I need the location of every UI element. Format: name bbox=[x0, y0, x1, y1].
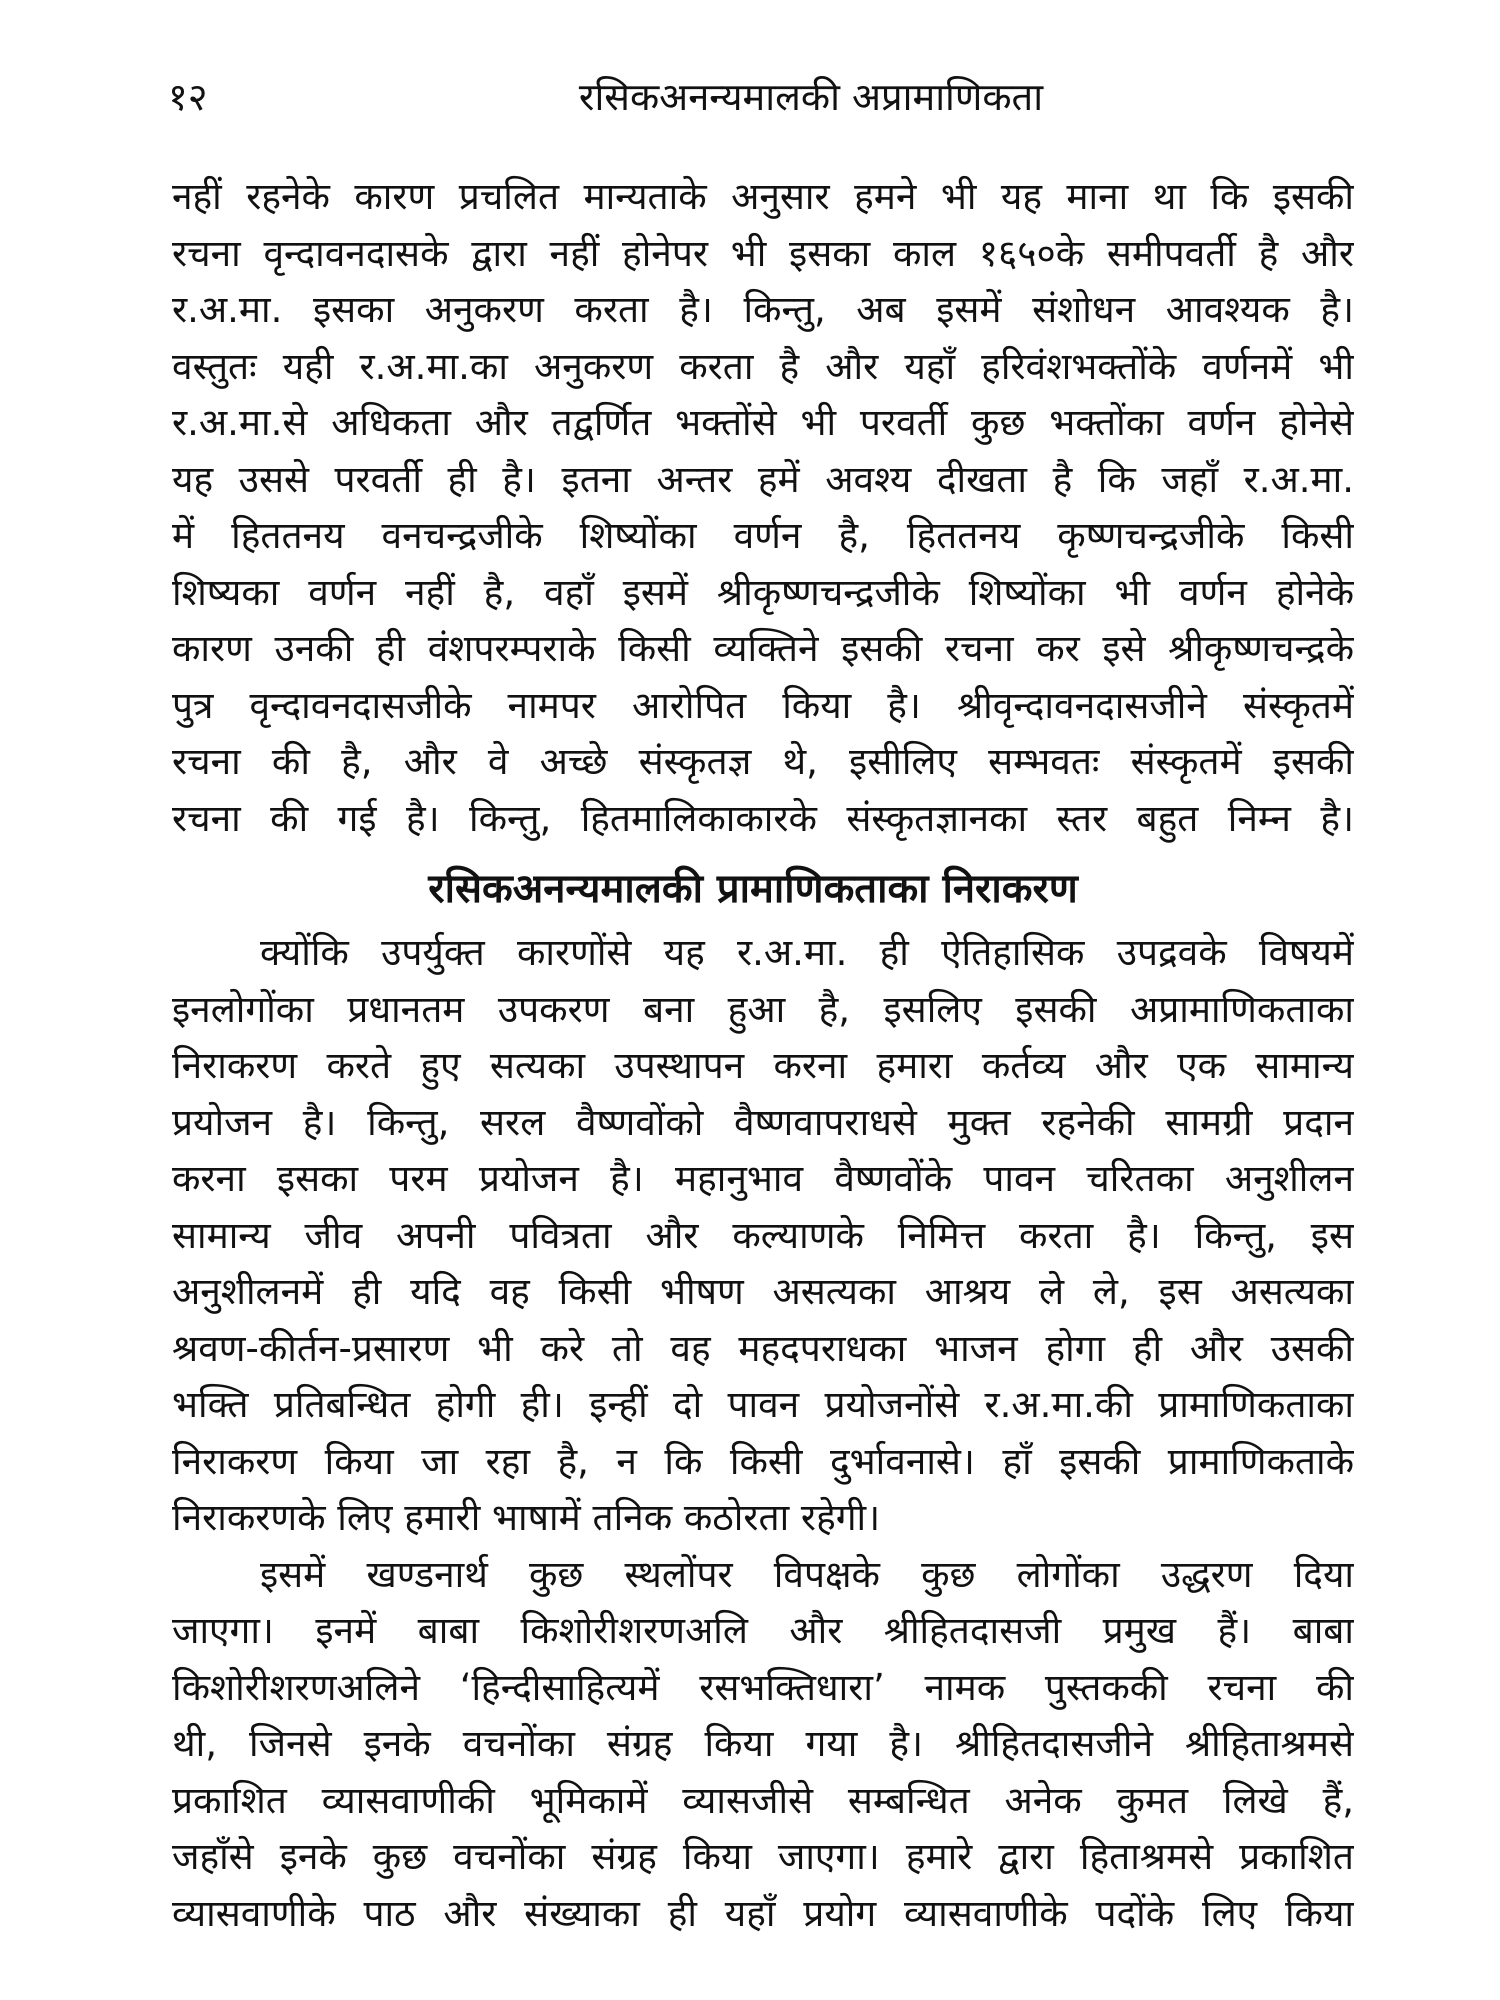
text-line: रचना वृन्दावनदासके द्वारा नहीं होनेपर भी इसका काल १६५०के समीपवर्ती है और bbox=[172, 231, 1354, 275]
text-line: सामान्य जीव अपनी पवित्रता और कल्याणके निमित्त करता है। किन्तु, इस bbox=[172, 1213, 1354, 1257]
running-title: रसिकअनन्यमालकी अप्रामाणिकता bbox=[578, 75, 1044, 119]
text-line: शिष्यका वर्णन नहीं है, वहाँ इसमें श्रीकृष्णचन्द्रजीके शिष्योंका भी वर्णन होनेके bbox=[172, 570, 1354, 614]
text-line: थी, जिनसे इनके वचनोंका संग्रह किया गया है। श्रीहितदासजीने श्रीहिताश्रमसे bbox=[172, 1722, 1354, 1765]
text-line: कारण उनकी ही वंशपरम्पराके किसी व्यक्तिने इसकी रचना कर इसे श्रीकृष्णचन्द्रके bbox=[172, 627, 1354, 670]
text-line: किशोरीशरणअलिने ‘हिन्दीसाहित्यमें रसभक्तिधारा’ नामक पुस्तककी रचना की bbox=[172, 1665, 1354, 1709]
text-line: वस्तुतः यही र.अ.मा.का अनुकरण करता है और यहाँ हरिवंशभक्तोंके वर्णनमें भी bbox=[172, 344, 1354, 388]
text-line: इसमें खण्डनार्थ कुछ स्थलोंपर विपक्षके कुछ लोगोंका उद्धरण दिया bbox=[260, 1552, 1354, 1596]
text-line: निराकरणके लिए हमारी भाषामें तनिक कठोरता रहेगी। bbox=[172, 1496, 881, 1539]
text-line: श्रवण-कीर्तन-प्रसारण भी करे तो वह महदपराधका भाजन होगा ही और उसकी bbox=[172, 1326, 1354, 1370]
text-line: प्रयोजन है। किन्तु, सरल वैष्णवोंको वैष्णवापराधसे मुक्त रहनेकी सामग्री प्रदान bbox=[172, 1100, 1354, 1144]
paragraph-2 bbox=[172, 925, 1354, 1547]
text-line: रचना की गई है। किन्तु, हितमालिकाकारके संस्कृतज्ञानका स्तर बहुत निम्न है। bbox=[172, 796, 1354, 840]
text-line: रचना की है, और वे अच्छे संस्कृतज्ञ थे, इसीलिए सम्भवतः संस्कृतमें इसकी bbox=[172, 740, 1354, 783]
text-line: जाएगा। इनमें बाबा किशोरीशरणअलि और श्रीहितदासजी प्रमुख हैं। बाबा bbox=[172, 1609, 1354, 1652]
text-line: में हिततनय वनचन्द्रजीके शिष्योंका वर्णन है, हिततनय कृष्णचन्द्रजीके किसी bbox=[172, 514, 1354, 557]
text-line: व्यासवाणीके पाठ और संख्याका ही यहाँ प्रयोग व्यासवाणीके पदोंके लिए किया bbox=[172, 1891, 1354, 1935]
text-line: भक्ति प्रतिबन्धित होगी ही। इन्हीं दो पावन प्रयोजनोंसे र.अ.मा.की प्रामाणिकताका bbox=[172, 1383, 1354, 1426]
page-number: १२ bbox=[168, 75, 208, 119]
text-line: इनलोगोंका प्रधानतम उपकरण बना हुआ है, इसलिए इसकी अप्रामाणिकताका bbox=[172, 987, 1354, 1031]
text-line: निराकरण किया जा रहा है, न कि किसी दुर्भावनासे। हाँ इसकी प्रामाणिकताके bbox=[172, 1439, 1354, 1483]
text-line: निराकरण करते हुए सत्यका उपस्थापन करना हमारा कर्तव्य और एक सामान्य bbox=[172, 1044, 1354, 1087]
text-line: र.अ.मा. इसका अनुकरण करता है। किन्तु, अब इसमें संशोधन आवश्यक है। bbox=[172, 288, 1354, 331]
text-line: करना इसका परम प्रयोजन है। महानुभाव वैष्णवोंके पावन चरितका अनुशीलन bbox=[172, 1157, 1354, 1200]
paragraph-3 bbox=[172, 1547, 1354, 1943]
text-line: नहीं रहनेके कारण प्रचलित मान्यताके अनुसार हमने भी यह माना था कि इसकी bbox=[172, 175, 1354, 218]
text-line: जहाँसे इनके कुछ वचनोंका संग्रह किया जाएगा। हमारे द्वारा हिताश्रमसे प्रकाशित bbox=[172, 1835, 1354, 1878]
text-line: र.अ.मा.से अधिकता और तद्वर्णित भक्तोंसे भी परवर्ती कुछ भक्तोंका वर्णन होनेसे bbox=[172, 401, 1354, 444]
text-line: अनुशीलनमें ही यदि वह किसी भीषण असत्यका आश्रय ले ले, इस असत्यका bbox=[172, 1270, 1354, 1313]
section-heading: रसिकअनन्यमालकी प्रामाणिकताका निराकरण bbox=[428, 866, 1078, 912]
paragraph-1 bbox=[172, 169, 1354, 847]
text-line: यह उससे परवर्ती ही है। इतना अन्तर हमें अवश्य दीखता है कि जहाँ र.अ.मा. bbox=[172, 457, 1354, 501]
text-line: प्रकाशित व्यासवाणीकी भूमिकामें व्यासजीसे सम्बन्धित अनेक कुमत लिखे हैं, bbox=[172, 1778, 1354, 1822]
page-body bbox=[172, 169, 1354, 1942]
running-header bbox=[168, 69, 1354, 125]
text-line: पुत्र वृन्दावनदासजीके नामपर आरोपित किया है। श्रीवृन्दावनदासजीने संस्कृतमें bbox=[172, 683, 1354, 727]
text-line: क्योंकि उपर्युक्त कारणोंसे यह र.अ.मा. ही ऐतिहासिक उपद्रवके विषयमें bbox=[260, 931, 1354, 974]
